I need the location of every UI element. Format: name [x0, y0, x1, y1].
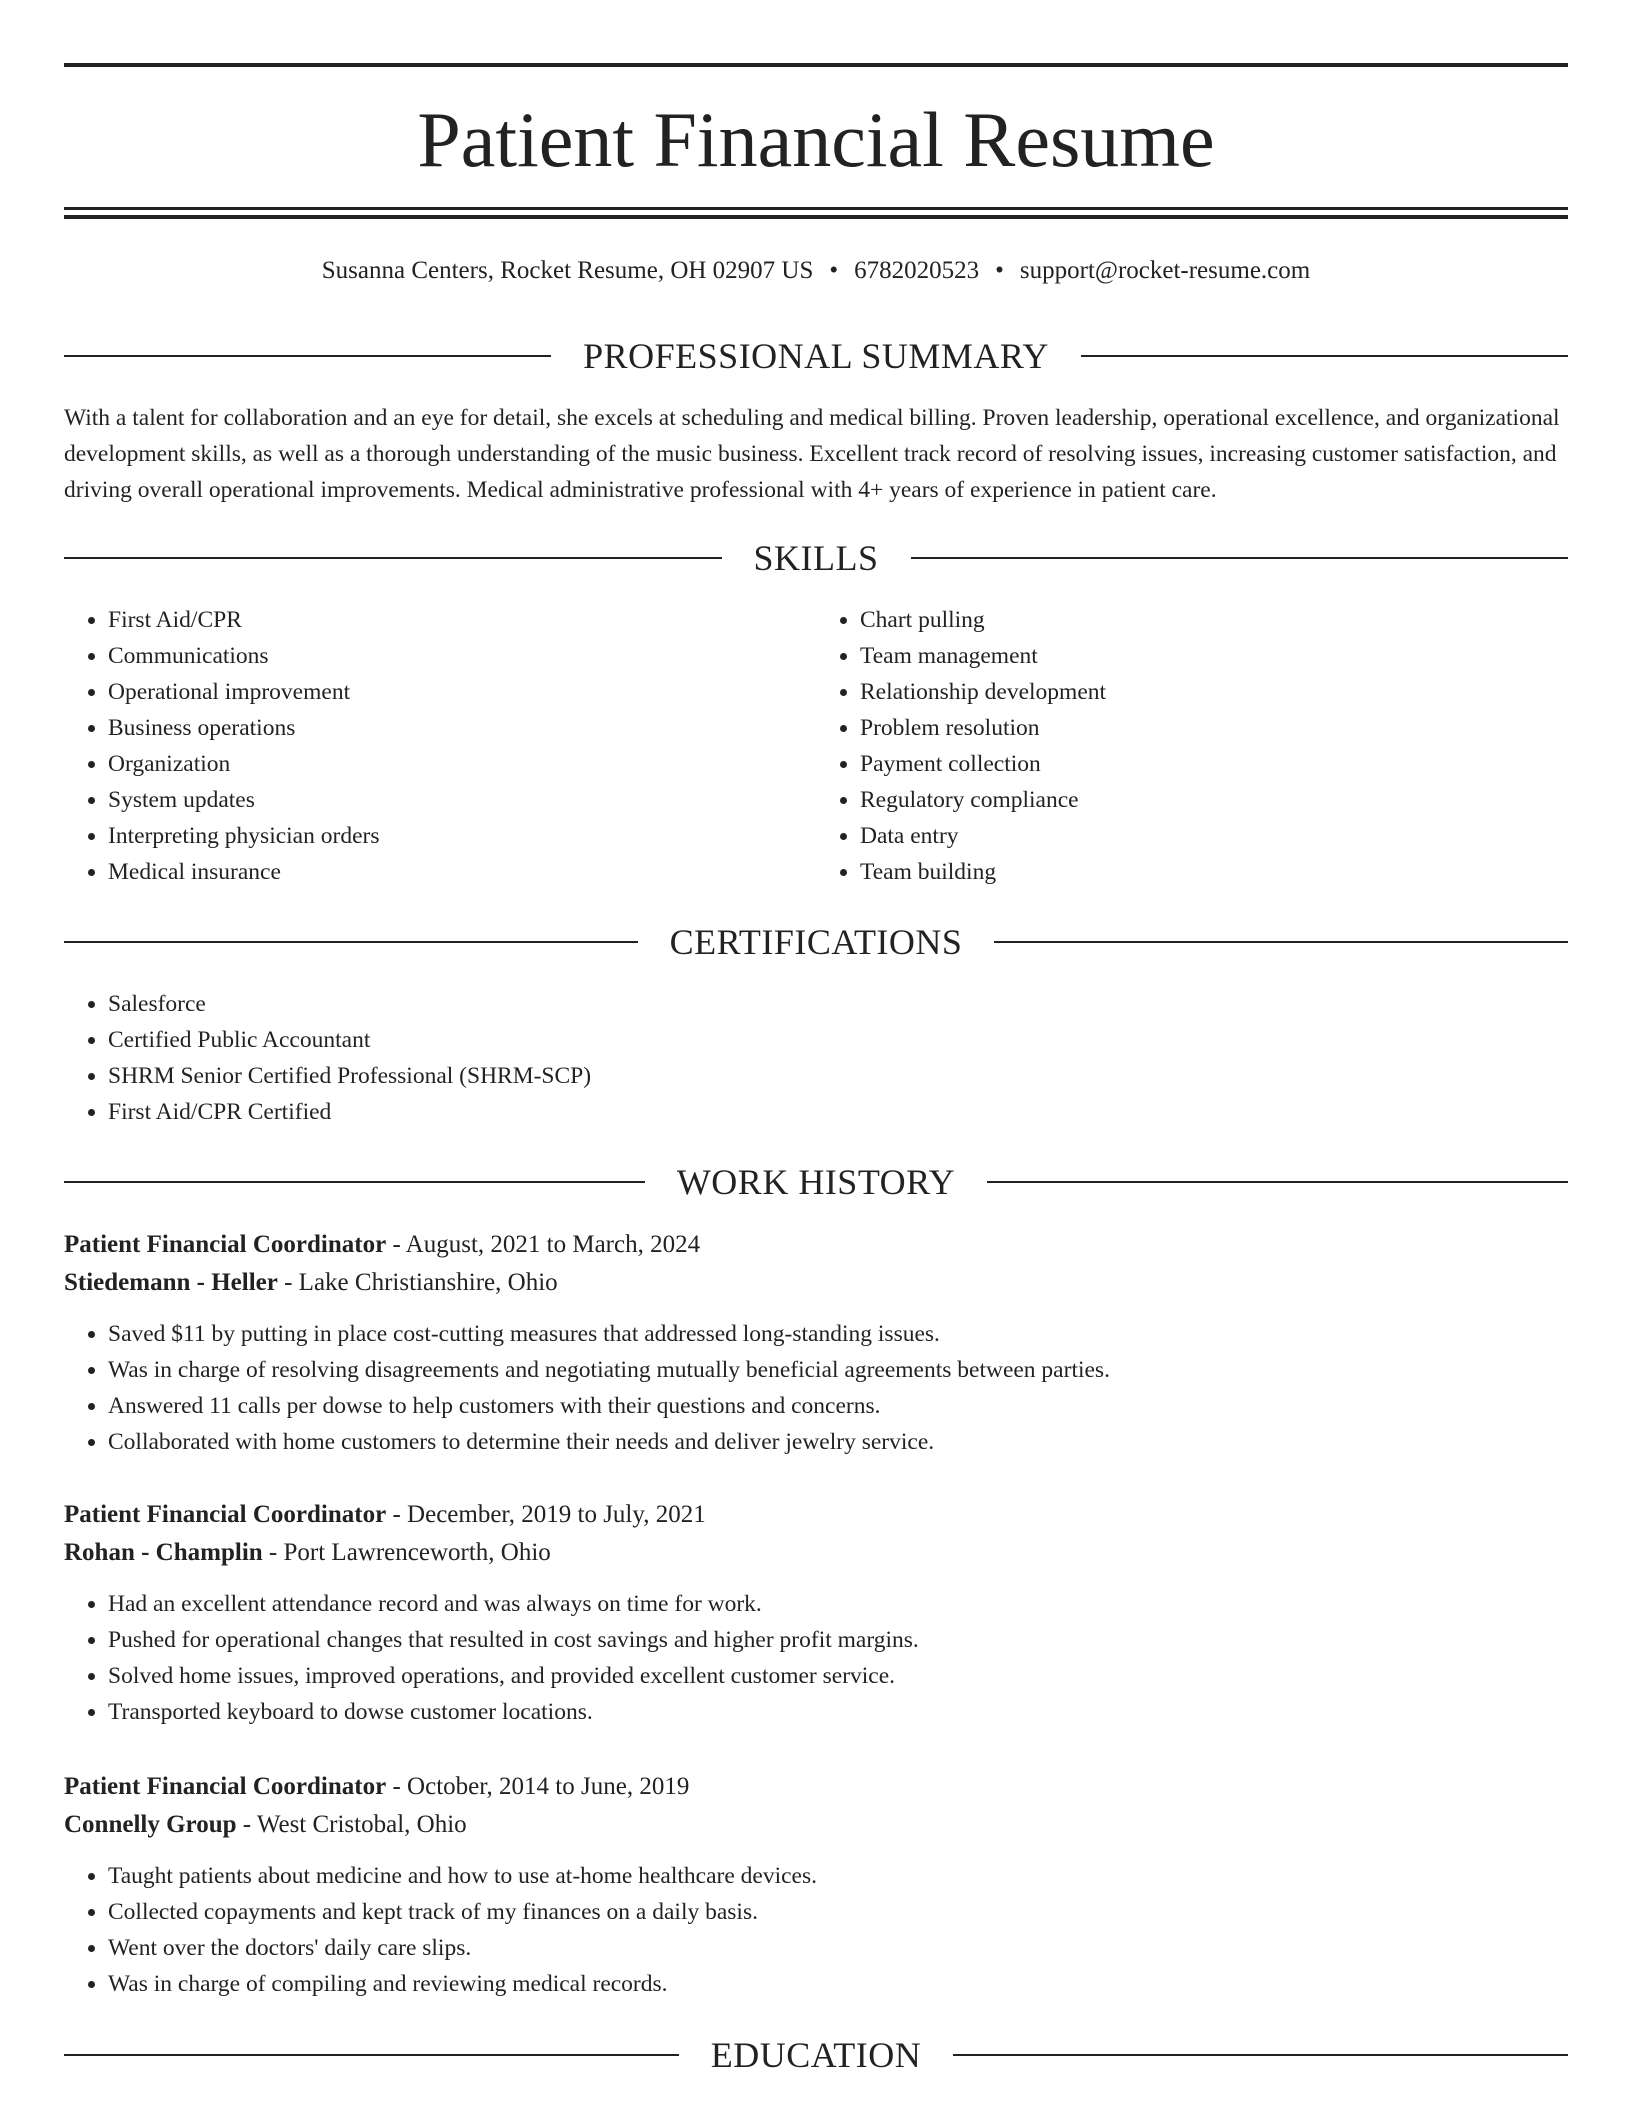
heading-rule — [64, 1181, 645, 1183]
certifications-heading: CERTIFICATIONS — [669, 922, 963, 962]
certification-item: • First Aid/CPR Certified — [108, 1094, 1568, 1130]
heading-rule — [987, 1181, 1568, 1183]
job-company-row — [64, 1264, 1568, 1302]
section-heading-education — [64, 2033, 1568, 2077]
skill-item: • Organization — [108, 746, 816, 782]
job-bullets — [64, 1316, 1568, 1460]
section-heading-work-history — [64, 1160, 1568, 1204]
job-bullet: • Had an excellent attendance record and was always on time for work. — [108, 1586, 1568, 1622]
skill-item: • Team building — [860, 854, 1568, 890]
job-dates: - August, 2021 to March, 2024 — [386, 1231, 701, 1258]
heading-rule — [64, 355, 551, 357]
skill-item: • Business operations — [108, 710, 816, 746]
job-company: Rohan - Champlin — [64, 1539, 263, 1566]
skill-item: • Payment collection — [860, 746, 1568, 782]
skill-item: • Regulatory compliance — [860, 782, 1568, 818]
heading-rule — [994, 941, 1568, 943]
certifications-list — [64, 986, 1568, 1130]
job-company: Stiedemann - Heller — [64, 1269, 278, 1296]
page-title: Patient Financial Resume — [417, 96, 1215, 183]
job-title-row — [64, 1226, 1568, 1264]
job-entry — [64, 1226, 1568, 1460]
skill-item: • Relationship development — [860, 674, 1568, 710]
job-location: - West Cristobal, Ohio — [236, 1811, 467, 1838]
contact-address: Susanna Centers, Rocket Resume, OH 02907 US — [321, 257, 814, 284]
certifications-block — [64, 986, 1568, 1130]
education-heading: EDUCATION — [710, 2035, 922, 2075]
contact-email: support@rocket-resume.com — [1019, 257, 1311, 284]
job-bullet: • Was in charge of compiling and reviewing medical records. — [108, 1966, 1568, 2002]
title-rule-lower — [64, 215, 1568, 219]
job-bullet: • Solved home issues, improved operations, and provided excellent customer service. — [108, 1658, 1568, 1694]
section-heading-certifications — [64, 920, 1568, 964]
skill-item: • Problem resolution — [860, 710, 1568, 746]
heading-rule — [953, 2054, 1568, 2056]
skills-list-right — [816, 602, 1568, 890]
job-bullets — [64, 1858, 1568, 2002]
job-dates: - October, 2014 to June, 2019 — [386, 1773, 690, 1800]
heading-rule — [1081, 355, 1568, 357]
skills-heading: SKILLS — [753, 538, 879, 578]
job-title: Patient Financial Coordinator — [64, 1501, 387, 1528]
skill-item: • Chart pulling — [860, 602, 1568, 638]
job-entry — [64, 1496, 1568, 1730]
skill-item: • First Aid/CPR — [108, 602, 816, 638]
work-history-heading: WORK HISTORY — [676, 1162, 956, 1202]
skill-item: • Communications — [108, 638, 816, 674]
job-title-row — [64, 1768, 1568, 1806]
job-bullet: • Went over the doctors' daily care slips. — [108, 1930, 1568, 1966]
skill-item: • Operational improvement — [108, 674, 816, 710]
job-bullets — [64, 1586, 1568, 1730]
job-bullet: • Pushed for operational changes that resulted in cost savings and higher profit margins. — [108, 1622, 1568, 1658]
section-heading-summary — [64, 334, 1568, 378]
skill-item: • System updates — [108, 782, 816, 818]
certification-item: • Salesforce — [108, 986, 1568, 1022]
job-title-row — [64, 1496, 1568, 1534]
heading-rule — [911, 557, 1569, 559]
job-bullet: • Taught patients about medicine and how to use at-home healthcare devices. — [108, 1858, 1568, 1894]
job-location: - Lake Christianshire, Ohio — [277, 1269, 558, 1296]
heading-rule — [64, 941, 638, 943]
job-dates: - December, 2019 to July, 2021 — [386, 1501, 706, 1528]
skill-item: • Data entry — [860, 818, 1568, 854]
title-rule-upper — [64, 207, 1568, 210]
job-company-row — [64, 1534, 1568, 1572]
job-bullet: • Answered 11 calls per dowse to help customers with their questions and concerns. — [108, 1388, 1568, 1424]
summary-text: With a talent for collaboration and an eye for detail, she excels at scheduling and medical billing. Proven leadership, operational excellence, and organizational development skills, as well as a thorough understanding of the music business. Excellent track record of resolving issues, increasing customer satisfaction, and driving overall operational improvements. Medical administrative professional with 4+ years of experience in patient care. — [64, 405, 1560, 503]
summary-heading: PROFESSIONAL SUMMARY — [583, 336, 1049, 376]
section-heading-skills — [64, 536, 1568, 580]
job-bullet: • Was in charge of resolving disagreements and negotiating mutually beneficial agreements between parties. — [108, 1352, 1568, 1388]
job-entry — [64, 1768, 1568, 2002]
job-bullet: • Collaborated with home customers to determine their needs and deliver jewelry service. — [108, 1424, 1568, 1460]
heading-rule — [64, 2054, 679, 2056]
job-title: Patient Financial Coordinator — [64, 1773, 387, 1800]
job-company: Connelly Group — [64, 1811, 237, 1838]
top-rule — [64, 63, 1568, 67]
contact-phone: 6782020523 — [854, 257, 980, 284]
certification-item: • Certified Public Accountant — [108, 1022, 1568, 1058]
job-bullet: • Collected copayments and kept track of my finances on a daily basis. — [108, 1894, 1568, 1930]
contact-line — [64, 254, 1568, 288]
skill-item: • Medical insurance — [108, 854, 816, 890]
heading-rule — [64, 557, 722, 559]
certification-item: • SHRM Senior Certified Professional (SHRM-SCP) — [108, 1058, 1568, 1094]
contact-separator: • — [995, 257, 1004, 284]
job-bullet: • Saved $11 by putting in place cost-cutting measures that addressed long-standing issues. — [108, 1316, 1568, 1352]
contact-separator: • — [829, 257, 839, 284]
skill-item: • Interpreting physician orders — [108, 818, 816, 854]
job-bullet: • Transported keyboard to dowse customer locations. — [108, 1694, 1568, 1730]
job-company-row — [64, 1806, 1568, 1844]
job-title: Patient Financial Coordinator — [64, 1231, 387, 1258]
skills-list-left — [64, 602, 816, 890]
skills-columns — [64, 602, 1568, 890]
skill-item: • Team management — [860, 638, 1568, 674]
job-location: - Port Lawrenceworth, Ohio — [262, 1539, 551, 1566]
